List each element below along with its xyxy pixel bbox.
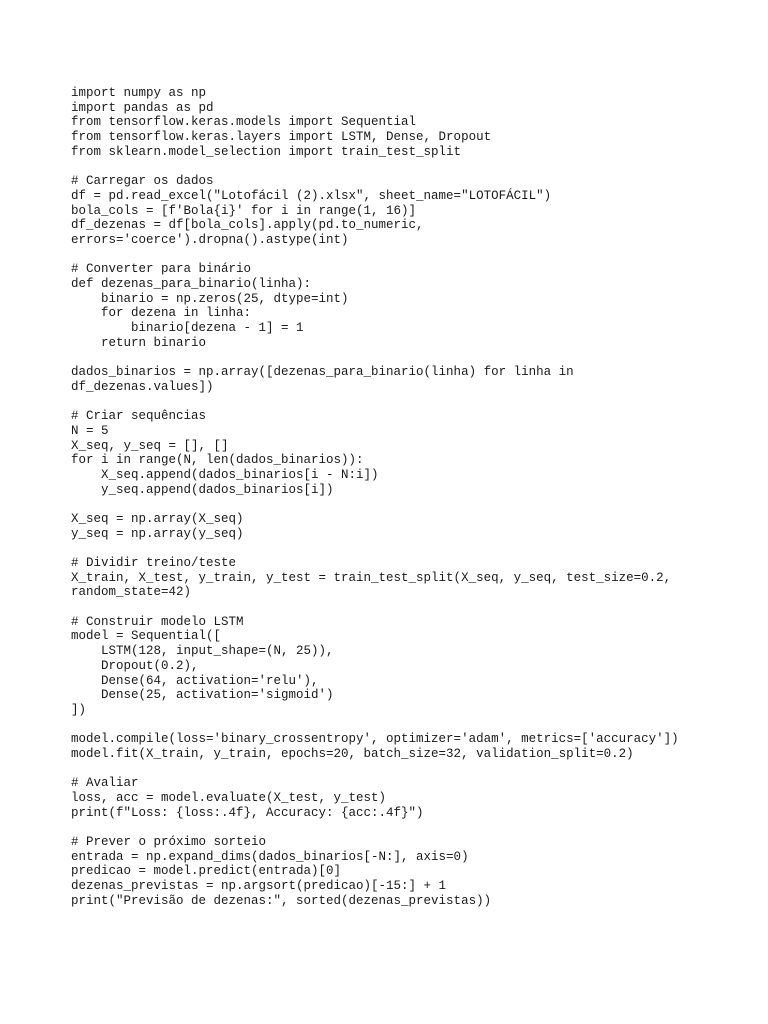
code-line: random_state=42) — [71, 585, 192, 600]
code-line: X_train, X_test, y_train, y_test = train_test_split(X_seq, y_seq, test_size=0.2, — [71, 570, 672, 585]
code-line: from tensorflow.keras.layers import LSTM, Dense, Dropout — [71, 130, 492, 145]
code-line: # Criar sequências — [71, 409, 207, 424]
blank-line — [71, 497, 751, 512]
code-line: Dense(25, activation='sigmoid') — [71, 688, 334, 703]
blank-line — [71, 159, 751, 174]
code-line: binario = np.zeros(25, dtype=int) — [71, 291, 349, 306]
blank-line — [71, 718, 751, 733]
code-line: print("Previsão de dezenas:", sorted(dezenas_previstas)) — [71, 893, 492, 908]
code-line: X_seq, y_seq = [], [] — [71, 438, 229, 453]
code-line: ]) — [71, 702, 87, 717]
code-line: def dezenas_para_binario(linha): — [71, 276, 312, 291]
blank-line — [71, 248, 751, 263]
code-line: # Dividir treino/teste — [71, 556, 237, 570]
code-line: X_seq.append(dados_binarios[i - N:i]) — [71, 467, 379, 482]
code-line: print(f"Loss: {loss:.4f}, Accuracy: {acc:.4f}") — [71, 805, 424, 820]
code-line: X_seq = np.array(X_seq) — [71, 511, 244, 526]
code-line: binario[dezena - 1] = 1 — [71, 321, 304, 335]
code-line: # Carregar os dados — [71, 174, 214, 189]
code-line: # Construir modelo LSTM — [71, 614, 244, 629]
code-line: model.compile(loss='binary_crossentropy', optimizer='adam', metrics=['accuracy']) — [71, 732, 679, 747]
code-line: model = Sequential([ — [71, 629, 222, 644]
code-block — [71, 86, 751, 909]
blank-line — [71, 394, 751, 409]
code-line: model.fit(X_train, y_train, epochs=20, batch_size=32, validation_split=0.2) — [71, 746, 634, 761]
blank-line — [71, 350, 751, 365]
blank-line — [71, 762, 751, 777]
code-line: for i in range(N, len(dados_binarios)): — [71, 453, 364, 468]
code-line: predicao = model.predict(entrada)[0] — [71, 864, 342, 879]
code-line: df = pd.read_excel("Lotofácil (2).xlsx", sheet_name="LOTOFÁCIL") — [71, 188, 552, 203]
code-line: df_dezenas = df[bola_cols].apply(pd.to_numeric, — [71, 218, 424, 233]
code-line: Dropout(0.2), — [71, 658, 199, 673]
code-line: from tensorflow.keras.models import Sequential — [71, 115, 417, 130]
code-line: import numpy as np — [71, 86, 207, 100]
blank-line — [71, 600, 751, 615]
code-line: y_seq = np.array(y_seq) — [71, 526, 244, 541]
code-line: for dezena in linha: — [71, 306, 252, 321]
code-line: loss, acc = model.evaluate(X_test, y_test) — [71, 791, 387, 805]
code-line: return binario — [71, 335, 207, 350]
blank-line — [71, 820, 751, 835]
code-line: dezenas_previstas = np.argsort(predicao)[-15:] + 1 — [71, 879, 447, 894]
code-line: # Prever o próximo sorteio — [71, 835, 267, 850]
code-line: LSTM(128, input_shape=(N, 25)), — [71, 644, 334, 659]
code-line: from sklearn.model_selection import train_test_split — [71, 144, 462, 159]
code-line: # Converter para binário — [71, 262, 252, 277]
blank-line — [71, 541, 751, 556]
code-line: bola_cols = [f'Bola{i}' for i in range(1, 16)] — [71, 203, 417, 218]
code-line: N = 5 — [71, 423, 109, 438]
code-line: df_dezenas.values]) — [71, 379, 214, 394]
code-line: # Avaliar — [71, 776, 139, 791]
code-line: errors='coerce').dropna().astype(int) — [71, 232, 349, 247]
code-line: y_seq.append(dados_binarios[i]) — [71, 482, 334, 497]
code-line: dados_binarios = np.array([dezenas_para_binario(linha) for linha in — [71, 365, 574, 380]
code-line: Dense(64, activation='relu'), — [71, 673, 319, 688]
code-line: import pandas as pd — [71, 100, 214, 115]
code-line: entrada = np.expand_dims(dados_binarios[-N:], axis=0) — [71, 849, 469, 864]
